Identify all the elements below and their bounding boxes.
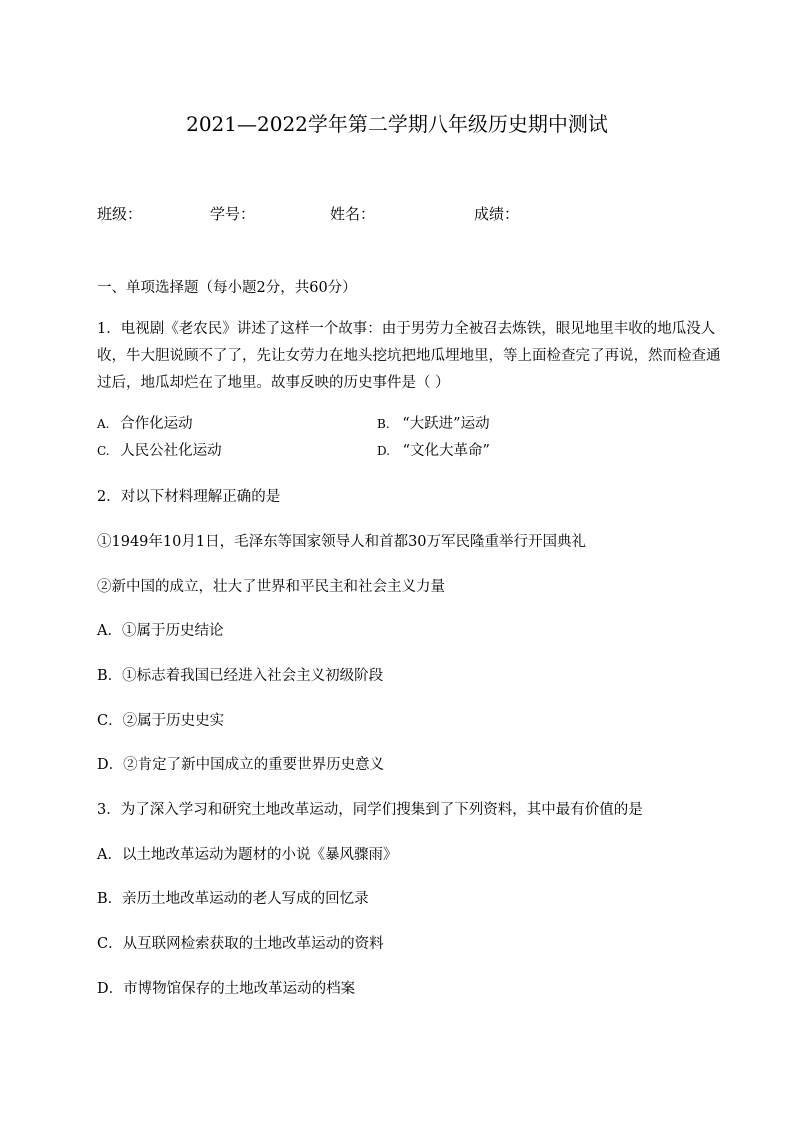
page-title: 2021—2022学年第二学期八年级历史期中测试 (186, 112, 608, 136)
q3-stem: 3．为了深入学习和研究土地改革运动，同学们搜集到了下列资料，其中最有价值的是 (97, 802, 643, 818)
option-letter: C. (97, 444, 110, 458)
number-label: 学号： (210, 205, 256, 223)
section-heading: 一、单项选择题（每小题2分，共60分） (97, 280, 357, 296)
q3-option-d: D．市博物馆保存的土地改革运动的档案 (97, 981, 356, 997)
name-label: 姓名： (330, 205, 376, 223)
q3-option-c: C．从互联网检索获取的土地改革运动的资料 (97, 936, 384, 952)
q1-option-b (377, 412, 490, 433)
q3-option-b: B．亲历土地改革运动的老人写成的回忆录 (97, 891, 369, 907)
option-letter: B. (377, 417, 390, 431)
option-text: 合作化运动 (120, 416, 193, 432)
q2-option-a: A．①属于历史结论 (97, 623, 224, 639)
score-label: 成绩： (474, 205, 520, 223)
q2-material-2: ②新中国的成立，壮大了世界和平民主和社会主义力量 (97, 579, 445, 595)
option-letter: A. (97, 417, 110, 431)
option-text: “文化大革命” (402, 443, 490, 459)
q1-option-a (97, 412, 193, 433)
q1-option-c (97, 439, 222, 460)
q1-stem-line: 1．电视剧《老农民》讲述了这样一个故事：由于男劳力全被召去炼铁，眼见地里丰收的地瓜没人 (97, 321, 716, 337)
class-label: 班级： (97, 205, 143, 223)
q2-option-c: C．②属于历史史实 (97, 713, 225, 729)
q3-option-a: A．以土地改革运动为题材的小说《暴风骤雨》 (97, 847, 398, 863)
q2-stem: 2．对以下材料理解正确的是 (97, 489, 281, 505)
option-letter: D. (377, 444, 391, 458)
q2-option-b: B．①标志着我国已经进入社会主义初级阶段 (97, 668, 384, 684)
option-text: “大跃进”运动 (402, 416, 490, 432)
q2-option-d: D．②肯定了新中国成立的重要世界历史意义 (97, 757, 385, 773)
q1-stem-line: 过后，地瓜却烂在了地里。故事反映的历史事件是（ ） (97, 375, 450, 391)
q1-stem-line: 收，牛大胆说顾不了了，先让女劳力在地头挖坑把地瓜埋地里，等上面检查完了再说，然而检查通 (97, 348, 721, 364)
q2-material-1: ①1949年10月1日，毛泽东等国家领导人和首都30万军民隆重举行开国典礼 (97, 534, 587, 550)
option-text: 人民公社化运动 (120, 443, 222, 459)
q1-option-d (377, 439, 490, 460)
